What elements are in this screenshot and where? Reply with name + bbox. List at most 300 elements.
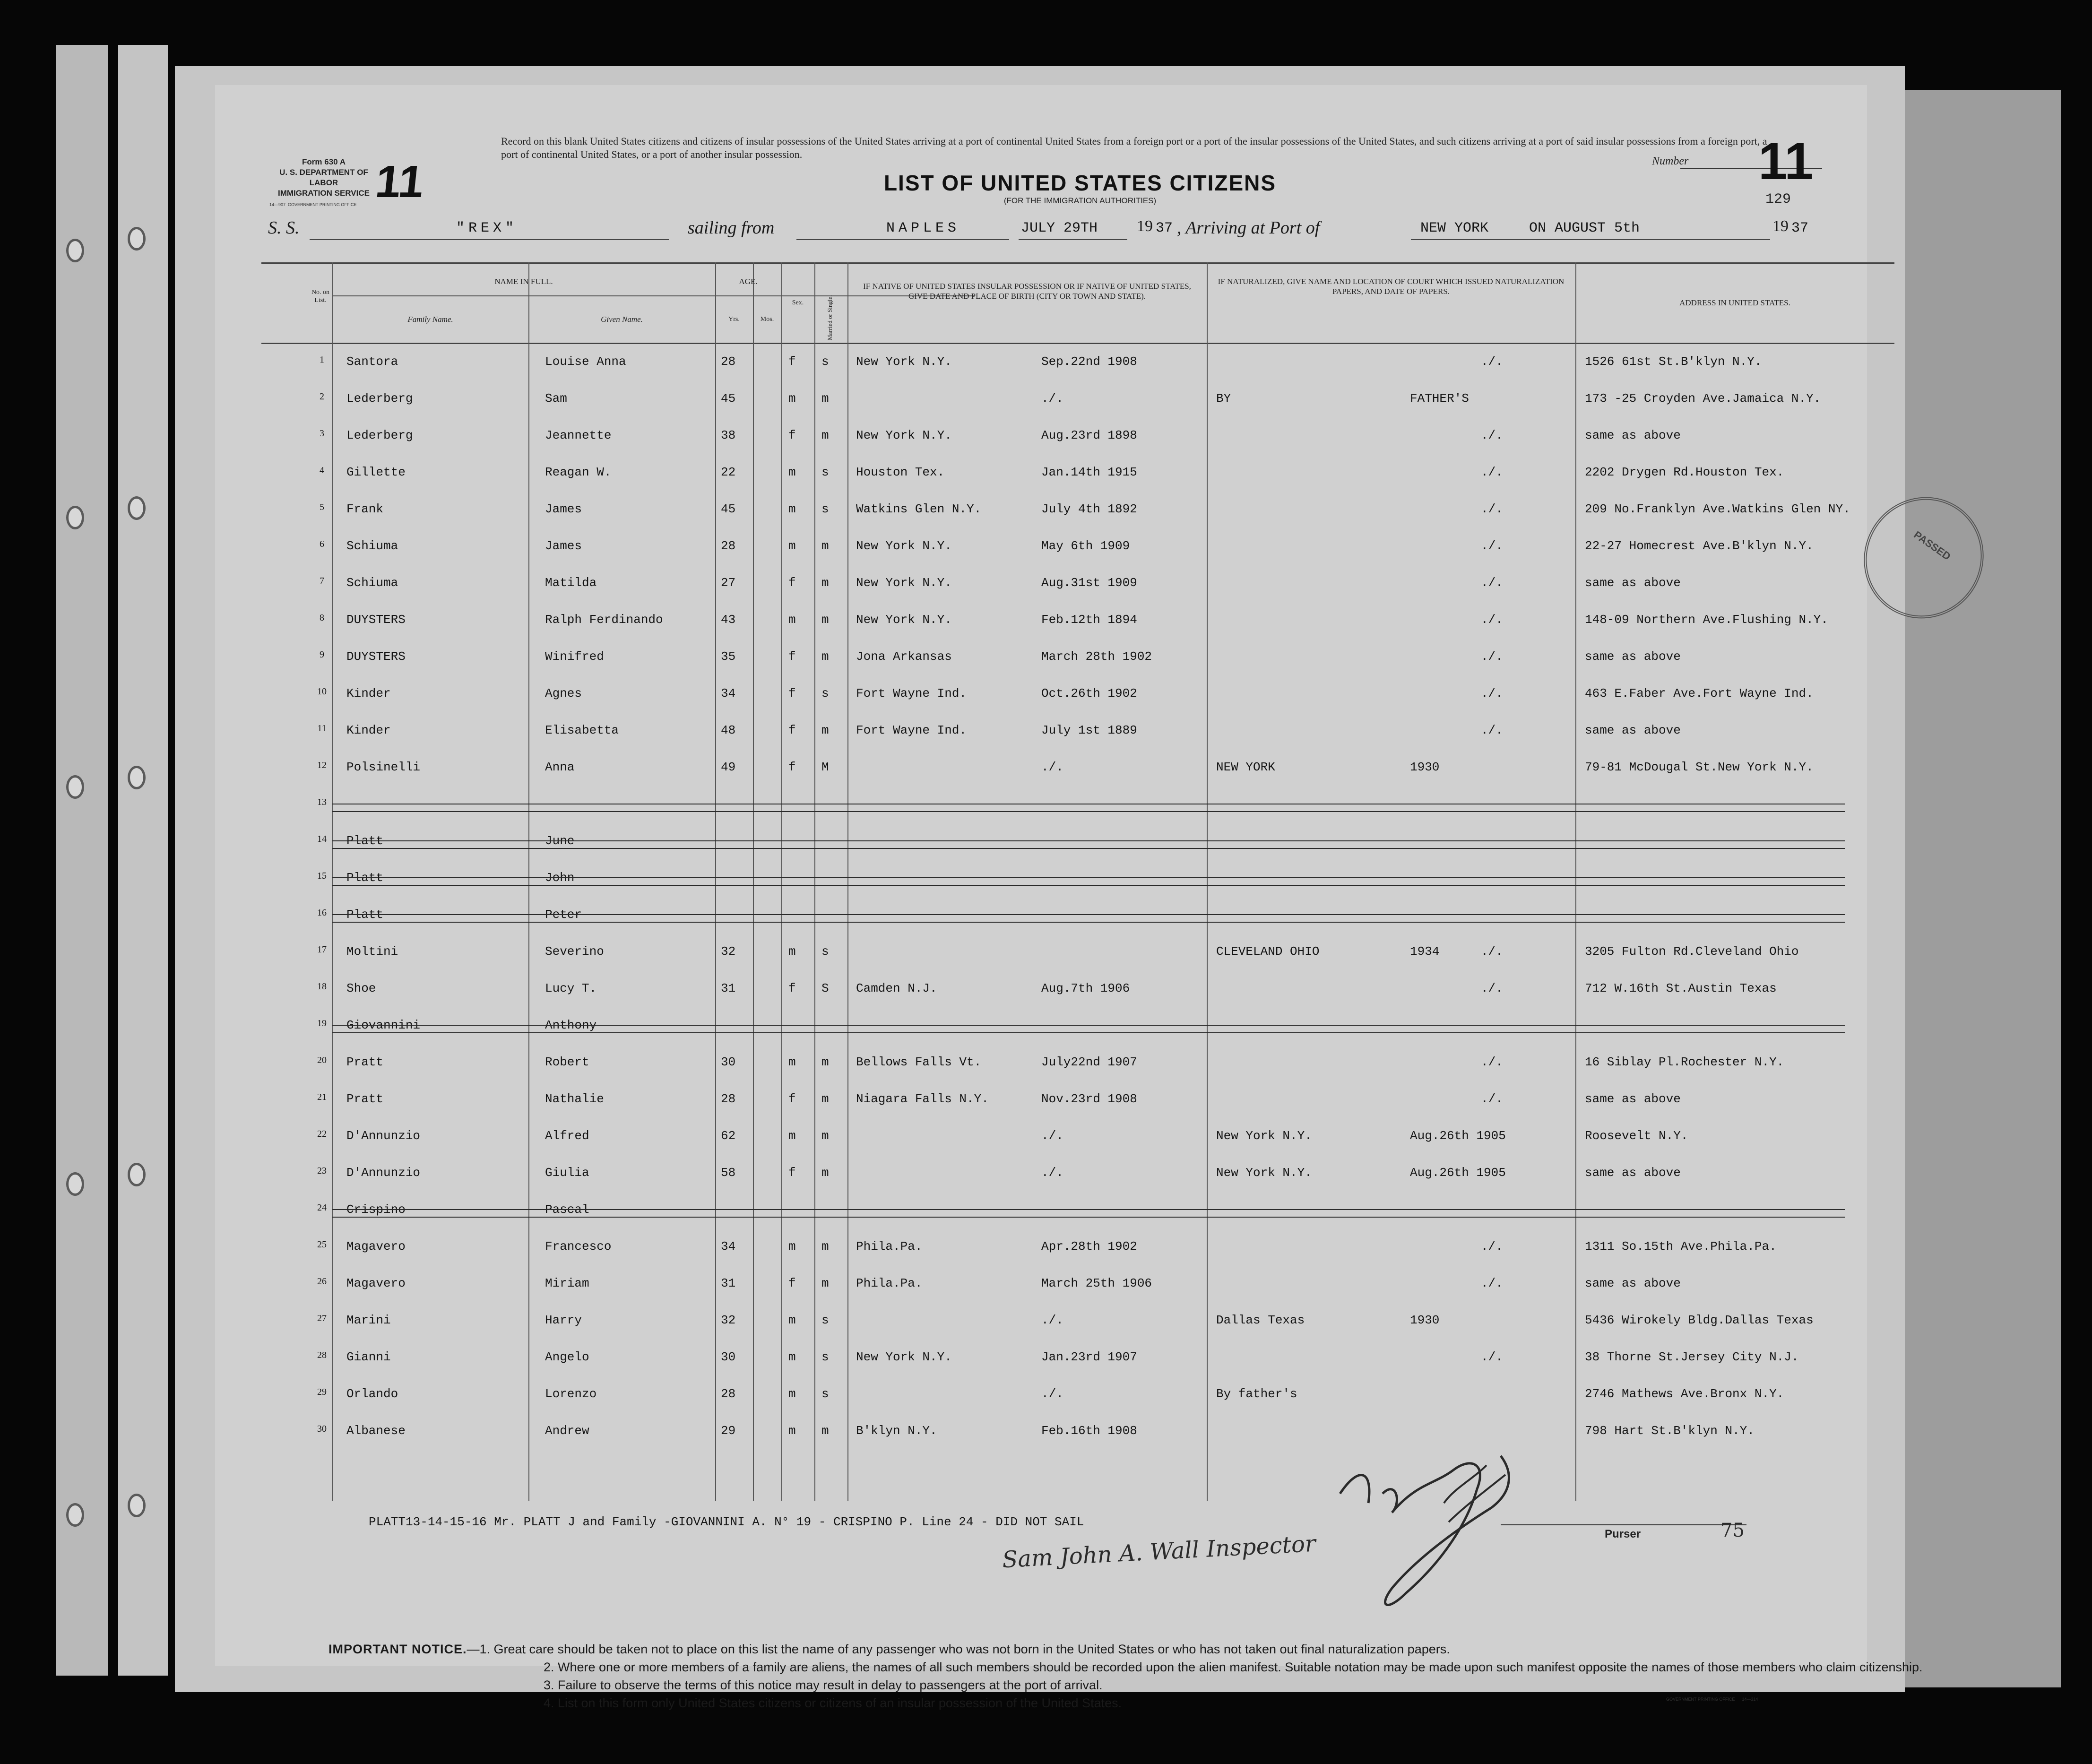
cell-birth-date: ./.: [1041, 1129, 1063, 1143]
cell-nat: BY: [1216, 391, 1231, 406]
cell-family: Albanese: [346, 1424, 406, 1438]
table-row: [261, 723, 1894, 760]
passenger-table: [261, 262, 1894, 1491]
table-row: [261, 539, 1894, 576]
cell-given: Robert: [545, 1055, 589, 1069]
cell-no: 2: [320, 391, 324, 402]
ss-label: S. S.: [268, 218, 300, 238]
cell-ms: m: [821, 391, 829, 406]
cell-given: Francesco: [545, 1239, 612, 1254]
cell-birth-date: March 25th 1906: [1041, 1276, 1152, 1290]
binder-hole: [128, 496, 146, 520]
cell-given: Nathalie: [545, 1092, 604, 1106]
manifest-page: [175, 66, 1953, 1710]
purser-line: [1501, 1524, 1746, 1525]
cell-family: DUYSTERS: [346, 613, 406, 627]
cell-birth-place: Jona Arkansas: [856, 649, 952, 664]
header-no-on-list: No. on List.: [311, 289, 330, 304]
cell-nat: New York N.Y.: [1216, 1166, 1312, 1180]
date-to: ON AUGUST 5th: [1529, 220, 1640, 236]
table-row: [261, 908, 1894, 944]
cell-sex: m: [788, 1424, 796, 1438]
cell-ditto: ./.: [1481, 1055, 1503, 1069]
cell-ms: S: [821, 981, 829, 995]
table-row: [261, 981, 1894, 1018]
cell-given: Anthony: [545, 1018, 597, 1032]
cell-age: 31: [721, 981, 736, 995]
cell-birth-date: ./.: [1041, 1313, 1063, 1327]
cell-address: 173 -25 Croyden Ave.Jamaica N.Y.: [1585, 391, 1821, 406]
cell-sex: f: [788, 1092, 796, 1106]
cell-age: 34: [721, 686, 736, 700]
binder-hole: [128, 227, 146, 251]
cell-family: Marini: [346, 1313, 391, 1327]
cell-age: 30: [721, 1350, 736, 1364]
cell-no: 28: [317, 1350, 327, 1360]
cell-ms: m: [821, 539, 829, 553]
cell-no: 6: [320, 539, 324, 549]
cell-ms: M: [821, 760, 829, 774]
cell-no: 17: [317, 944, 327, 955]
cell-family: Schiuma: [346, 539, 398, 553]
cell-ms: m: [821, 1055, 829, 1069]
cell-no: 29: [317, 1387, 327, 1397]
binder-hole: [128, 1163, 146, 1186]
table-top-rule: [261, 262, 1894, 264]
cell-sex: f: [788, 686, 796, 700]
table-row: [261, 355, 1894, 391]
cell-ms: m: [821, 576, 829, 590]
cell-no: 9: [320, 649, 324, 660]
cell-age: 43: [721, 613, 736, 627]
table-row: [261, 1387, 1894, 1424]
cell-family: Frank: [346, 502, 384, 516]
cell-family: D'Annunzio: [346, 1129, 421, 1143]
table-row: [261, 576, 1894, 613]
cell-address: same as above: [1585, 1166, 1681, 1180]
cell-sex: m: [788, 1350, 796, 1364]
cell-ditto: ./.: [1481, 1276, 1503, 1290]
arriving-label: , Arriving at Port of: [1177, 218, 1320, 238]
cell-sex: f: [788, 723, 796, 737]
cell-age: 58: [721, 1166, 736, 1180]
table-row: [261, 613, 1894, 649]
cell-birth-date: ./.: [1041, 1166, 1063, 1180]
cell-nat-year: Aug.26th 1905: [1410, 1166, 1506, 1180]
table-row: [261, 944, 1894, 981]
cell-age: 29: [721, 1424, 736, 1438]
header-family-name: Family Name.: [407, 315, 453, 324]
binder-hole: [66, 506, 84, 529]
cell-ditto: ./.: [1481, 1239, 1503, 1254]
gpo-footer: GOVERNMENT PRINTING OFFICE 14—314: [1666, 1697, 1758, 1702]
binder-hole: [128, 766, 146, 789]
cell-birth-place: B'klyn N.Y.: [856, 1424, 937, 1438]
cell-nat: By father's: [1216, 1387, 1297, 1401]
cell-given: Miriam: [545, 1276, 589, 1290]
cell-age: 32: [721, 944, 736, 959]
cell-no: 27: [317, 1313, 327, 1323]
list-number: 11: [1758, 132, 1814, 190]
cell-birth-date: Sep.22nd 1908: [1041, 355, 1137, 369]
cell-age: 34: [721, 1239, 736, 1254]
cell-no: 13: [317, 797, 327, 807]
cell-given: James: [545, 502, 582, 516]
cell-given: Peter: [545, 908, 582, 922]
cell-birth-place: Phila.Pa.: [856, 1239, 923, 1254]
cell-birth-place: Houston Tex.: [856, 465, 945, 479]
cell-no: 26: [317, 1276, 327, 1287]
cell-birth-place: Phila.Pa.: [856, 1276, 923, 1290]
cell-given: Sam: [545, 391, 567, 406]
cancelled-strikeout: [332, 840, 1845, 849]
cell-birth-place: New York N.Y.: [856, 1350, 952, 1364]
ship-name: "REX": [456, 220, 518, 236]
cell-sex: f: [788, 760, 796, 774]
cell-address: 209 No.Franklyn Ave.Watkins Glen NY.: [1585, 502, 1850, 516]
cell-no: 20: [317, 1055, 327, 1065]
cell-ditto: ./.: [1481, 465, 1503, 479]
table-row: [261, 428, 1894, 465]
cell-family: Kinder: [346, 723, 391, 737]
cell-address: same as above: [1585, 576, 1681, 590]
cell-address: 712 W.16th St.Austin Texas: [1585, 981, 1777, 995]
cell-family: D'Annunzio: [346, 1166, 421, 1180]
notice-heading: IMPORTANT NOTICE.: [328, 1642, 467, 1656]
cell-ditto: ./.: [1481, 428, 1503, 442]
cell-nat-year: 1934: [1410, 944, 1440, 959]
header-sex: Sex.: [792, 299, 804, 306]
cell-sex: f: [788, 981, 796, 995]
binder-edge-strip-2: [118, 45, 168, 1676]
cell-ditto: ./.: [1481, 355, 1503, 369]
cell-address: 3205 Fulton Rd.Cleveland Ohio: [1585, 944, 1799, 959]
cell-no: 30: [317, 1424, 327, 1434]
cell-nat-year: Aug.26th 1905: [1410, 1129, 1506, 1143]
cell-no: 21: [317, 1092, 327, 1102]
cell-birth-date: July 1st 1889: [1041, 723, 1137, 737]
cell-family: Kinder: [346, 686, 391, 700]
cell-birth-place: New York N.Y.: [856, 539, 952, 553]
cell-family: Shoe: [346, 981, 376, 995]
cell-age: 45: [721, 502, 736, 516]
cell-address: 38 Thorne St.Jersey City N.J.: [1585, 1350, 1799, 1364]
cell-address: same as above: [1585, 1276, 1681, 1290]
cell-address: 79-81 McDougal St.New York N.Y.: [1585, 760, 1814, 774]
cell-age: 30: [721, 1055, 736, 1069]
cell-given: Louise Anna: [545, 355, 626, 369]
cell-ms: m: [821, 1129, 829, 1143]
cell-birth-place: New York N.Y.: [856, 355, 952, 369]
cell-family: Platt: [346, 908, 384, 922]
cell-ms: m: [821, 1276, 829, 1290]
cell-age: 22: [721, 465, 736, 479]
page-mark: 129: [1765, 191, 1791, 208]
cell-given: Giulia: [545, 1166, 589, 1180]
cell-no: 5: [320, 502, 324, 512]
table-row: [261, 1202, 1894, 1239]
cell-birth-date: Feb.16th 1908: [1041, 1424, 1137, 1438]
header-mos: Mos.: [760, 316, 774, 323]
port-to: NEW YORK: [1420, 220, 1489, 236]
cell-ditto: ./.: [1481, 981, 1503, 995]
cell-address: 5436 Wirokely Bldg.Dallas Texas: [1585, 1313, 1814, 1327]
cell-sex: f: [788, 649, 796, 664]
cell-no: 10: [317, 686, 327, 697]
cell-birth-place: Bellows Falls Vt.: [856, 1055, 982, 1069]
cell-nat: NEW YORK: [1216, 760, 1275, 774]
header-age: AGE.: [739, 277, 758, 286]
cell-age: 48: [721, 723, 736, 737]
cell-no: 15: [317, 871, 327, 881]
year-from: 37: [1156, 220, 1173, 236]
cancelled-strikeout: [332, 1025, 1845, 1033]
cell-given: James: [545, 539, 582, 553]
cell-ditto: ./.: [1481, 1092, 1503, 1106]
cell-address: 148-09 Northern Ave.Flushing N.Y.: [1585, 613, 1828, 627]
cell-sex: m: [788, 613, 796, 627]
cell-ditto: ./.: [1481, 944, 1503, 959]
cell-ms: s: [821, 465, 829, 479]
cell-family: Platt: [346, 871, 384, 885]
table-row: [261, 1276, 1894, 1313]
cell-nat-year: 1930: [1410, 760, 1440, 774]
table-row: [261, 797, 1894, 834]
cell-nat: Dallas Texas: [1216, 1313, 1305, 1327]
binder-hole: [66, 239, 84, 262]
cell-age: 28: [721, 355, 736, 369]
cell-no: 4: [320, 465, 324, 476]
cell-family: Gillette: [346, 465, 406, 479]
cell-age: 32: [721, 1313, 736, 1327]
cell-family: Magavero: [346, 1239, 406, 1254]
cell-nat: CLEVELAND OHIO: [1216, 944, 1320, 959]
cell-given: Agnes: [545, 686, 582, 700]
cell-birth-date: ./.: [1041, 760, 1063, 774]
notice-item-3: 3. Failure to observe the terms of this notice may result in delay to passengers at the port of arrival.: [544, 1678, 1103, 1692]
cell-birth-date: ./.: [1041, 1387, 1063, 1401]
cell-birth-date: Aug.23rd 1898: [1041, 428, 1137, 442]
date-from-underline: [1019, 239, 1127, 240]
number-label: Number: [1652, 155, 1689, 167]
cell-age: 45: [721, 391, 736, 406]
ship-underline: [310, 239, 669, 240]
table-row: [261, 1166, 1894, 1202]
did-not-sail-note: PLATT13-14-15-16 Mr. PLATT J and Family -GIOVANNINI A. N° 19 - CRISPINO P. Line 24 - DID NOT SAIL: [369, 1515, 1084, 1529]
cell-birth-date: March 28th 1902: [1041, 649, 1152, 664]
cell-ms: m: [821, 1239, 829, 1254]
cell-sex: f: [788, 355, 796, 369]
cell-given: Elisabetta: [545, 723, 619, 737]
cell-family: Polsinelli: [346, 760, 421, 774]
port-from: NAPLES: [886, 220, 960, 236]
cell-no: 18: [317, 981, 327, 992]
cell-ditto: ./.: [1481, 686, 1503, 700]
cell-nat-year: FATHER'S: [1410, 391, 1469, 406]
cell-family: Santora: [346, 355, 398, 369]
cell-given: Harry: [545, 1313, 582, 1327]
cell-nat: New York N.Y.: [1216, 1129, 1312, 1143]
binder-hole: [66, 1503, 84, 1527]
cell-given: Ralph Ferdinando: [545, 613, 663, 627]
cell-address: 798 Hart St.B'klyn N.Y.: [1585, 1424, 1755, 1438]
table-row: [261, 871, 1894, 908]
cell-birth-date: Apr.28th 1902: [1041, 1239, 1137, 1254]
cell-ms: s: [821, 1313, 829, 1327]
cell-sex: m: [788, 391, 796, 406]
table-row: [261, 686, 1894, 723]
cell-sex: f: [788, 576, 796, 590]
cell-given: Pascal: [545, 1202, 589, 1217]
cell-family: Gianni: [346, 1350, 391, 1364]
passenger-count: 75: [1720, 1520, 1745, 1541]
cell-given: Matilda: [545, 576, 597, 590]
cell-no: 14: [317, 834, 327, 844]
cell-address: same as above: [1585, 428, 1681, 442]
cell-birth-date: ./.: [1041, 391, 1063, 406]
cancelled-strikeout: [332, 804, 1845, 812]
notice-item-2: 2. Where one or more members of a family are aliens, the names of all such members should be recorded upon the alien manifest. Suitable notation may be made upon such manifest opposite the names of those members who claim citizenship.: [544, 1660, 1923, 1674]
cell-no: 16: [317, 908, 327, 918]
cell-age: 28: [721, 1092, 736, 1106]
cell-ms: m: [821, 649, 829, 664]
cell-family: Lederberg: [346, 391, 413, 406]
cell-no: 7: [320, 576, 324, 586]
cell-no: 3: [320, 428, 324, 439]
cell-ms: m: [821, 723, 829, 737]
cell-ditto: ./.: [1481, 539, 1503, 553]
cell-no: 1: [320, 355, 324, 365]
header-given-name: Given Name.: [601, 315, 643, 324]
cell-birth-place: Fort Wayne Ind.: [856, 686, 967, 700]
cell-family: Lederberg: [346, 428, 413, 442]
cell-birth-date: July22nd 1907: [1041, 1055, 1137, 1069]
sailing-label: sailing from: [688, 218, 775, 238]
cell-ms: m: [821, 1092, 829, 1106]
cell-address: 22-27 Homecrest Ave.B'klyn N.Y.: [1585, 539, 1814, 553]
cell-ms: s: [821, 502, 829, 516]
cell-sex: m: [788, 1055, 796, 1069]
table-row: [261, 834, 1894, 871]
manifest-form: [215, 85, 1953, 1710]
cell-family: Orlando: [346, 1387, 398, 1401]
table-row: [261, 1055, 1894, 1092]
table-row: [261, 465, 1894, 502]
cell-family: Magavero: [346, 1276, 406, 1290]
notice-item-4: 4. List on this form only United States citizens or citizens of an insular possession of the United States.: [544, 1696, 1122, 1710]
cell-birth-date: Jan.23rd 1907: [1041, 1350, 1137, 1364]
cell-birth-date: Jan.14th 1915: [1041, 465, 1137, 479]
cell-birth-place: New York N.Y.: [856, 576, 952, 590]
cell-birth-place: New York N.Y.: [856, 428, 952, 442]
date-from: JULY 29TH: [1021, 220, 1098, 236]
table-row: [261, 1018, 1894, 1055]
cell-age: 35: [721, 649, 736, 664]
cell-family: Pratt: [346, 1092, 384, 1106]
year-to: 37: [1791, 220, 1809, 236]
cell-ms: s: [821, 1387, 829, 1401]
cell-ms: s: [821, 1350, 829, 1364]
binder-hole: [128, 1494, 146, 1517]
page-subtitle: (FOR THE IMMIGRATION AUTHORITIES): [1003, 196, 1157, 205]
cell-age: 31: [721, 1276, 736, 1290]
cell-given: Lucy T.: [545, 981, 597, 995]
cell-sex: m: [788, 1313, 796, 1327]
cell-given: Winifred: [545, 649, 604, 664]
cell-given: Reagan W.: [545, 465, 612, 479]
cell-age: 62: [721, 1129, 736, 1143]
cell-sex: m: [788, 1387, 796, 1401]
cell-given: Jeannette: [545, 428, 612, 442]
cell-ms: s: [821, 944, 829, 959]
cell-birth-date: Nov.23rd 1908: [1041, 1092, 1137, 1106]
cell-ms: s: [821, 355, 829, 369]
header-native: IF NATIVE OF UNITED STATES INSULAR POSSESSION OR IF NATIVE OF UNITED STATES, GIVE DATE AND PLACE OF BIRTH (CITY OR TOWN AND STATE).: [863, 282, 1191, 301]
cell-birth-date: Oct.26th 1902: [1041, 686, 1137, 700]
page-title: LIST OF UNITED STATES CITIZENS: [883, 171, 1277, 195]
form-identifier: Form 630 A U. S. DEPARTMENT OF LABOR IMMIGRATION SERVICE: [278, 157, 370, 198]
binder-hole: [66, 1172, 84, 1196]
purser-signature: [1331, 1437, 1529, 1626]
table-row: [261, 1350, 1894, 1387]
cell-birth-place: Camden N.J.: [856, 981, 937, 995]
cell-ms: s: [821, 686, 829, 700]
cell-address: 1526 61st St.B'klyn N.Y.: [1585, 355, 1762, 369]
cell-family: Giovannini: [346, 1018, 421, 1032]
purser-label: Purser: [1605, 1528, 1641, 1540]
cell-address: 16 Siblay Pl.Rochester N.Y.: [1585, 1055, 1784, 1069]
cell-birth-date: Aug.31st 1909: [1041, 576, 1137, 590]
cell-sex: f: [788, 1166, 796, 1180]
cell-birth-place: Niagara Falls N.Y.: [856, 1092, 989, 1106]
cell-birth-place: Fort Wayne Ind.: [856, 723, 967, 737]
cell-sex: m: [788, 944, 796, 959]
cell-address: 2746 Mathews Ave.Bronx N.Y.: [1585, 1387, 1784, 1401]
cell-age: 28: [721, 1387, 736, 1401]
table-row: [261, 649, 1894, 686]
backing-sheet: [1900, 90, 2061, 1687]
cell-given: Andrew: [545, 1424, 589, 1438]
cell-ditto: ./.: [1481, 1350, 1503, 1364]
cell-no: 24: [317, 1202, 327, 1213]
cell-address: same as above: [1585, 1092, 1681, 1106]
cell-family: Platt: [346, 834, 384, 848]
form-code: 14—907 GOVERNMENT PRINTING OFFICE: [269, 202, 357, 207]
cell-age: 49: [721, 760, 736, 774]
cell-given: John: [545, 871, 575, 885]
cell-age: 28: [721, 539, 736, 553]
table-row: [261, 1129, 1894, 1166]
table-row: [261, 502, 1894, 539]
cell-family: Crispino: [346, 1202, 406, 1217]
cell-no: 25: [317, 1239, 327, 1250]
cell-sex: m: [788, 502, 796, 516]
intro-text: Record on this blank United States citizens and citizens of insular possessions of the United States arriving at a port of continental United States from a foreign port or a port of the insular possessions of the United States, and such citizens arriving at a port of said insular possessions from a foreign port, a port of continental United States, or a port of another insular possession.: [501, 135, 1767, 160]
table-row: [261, 1092, 1894, 1129]
cell-sex: m: [788, 1129, 796, 1143]
inspector-signature: Sam John A. Wall Inspector: [1001, 1530, 1317, 1574]
cell-birth-date: Feb.12th 1894: [1041, 613, 1137, 627]
cell-age: 38: [721, 428, 736, 442]
cell-family: Schiuma: [346, 576, 398, 590]
header-name-in-full: NAME IN FULL.: [494, 277, 553, 286]
cell-ms: m: [821, 1166, 829, 1180]
cell-sex: f: [788, 428, 796, 442]
cell-sex: f: [788, 1276, 796, 1290]
cell-given: Anna: [545, 760, 575, 774]
port-to-underline: [1411, 239, 1770, 240]
cell-ditto: ./.: [1481, 502, 1503, 516]
